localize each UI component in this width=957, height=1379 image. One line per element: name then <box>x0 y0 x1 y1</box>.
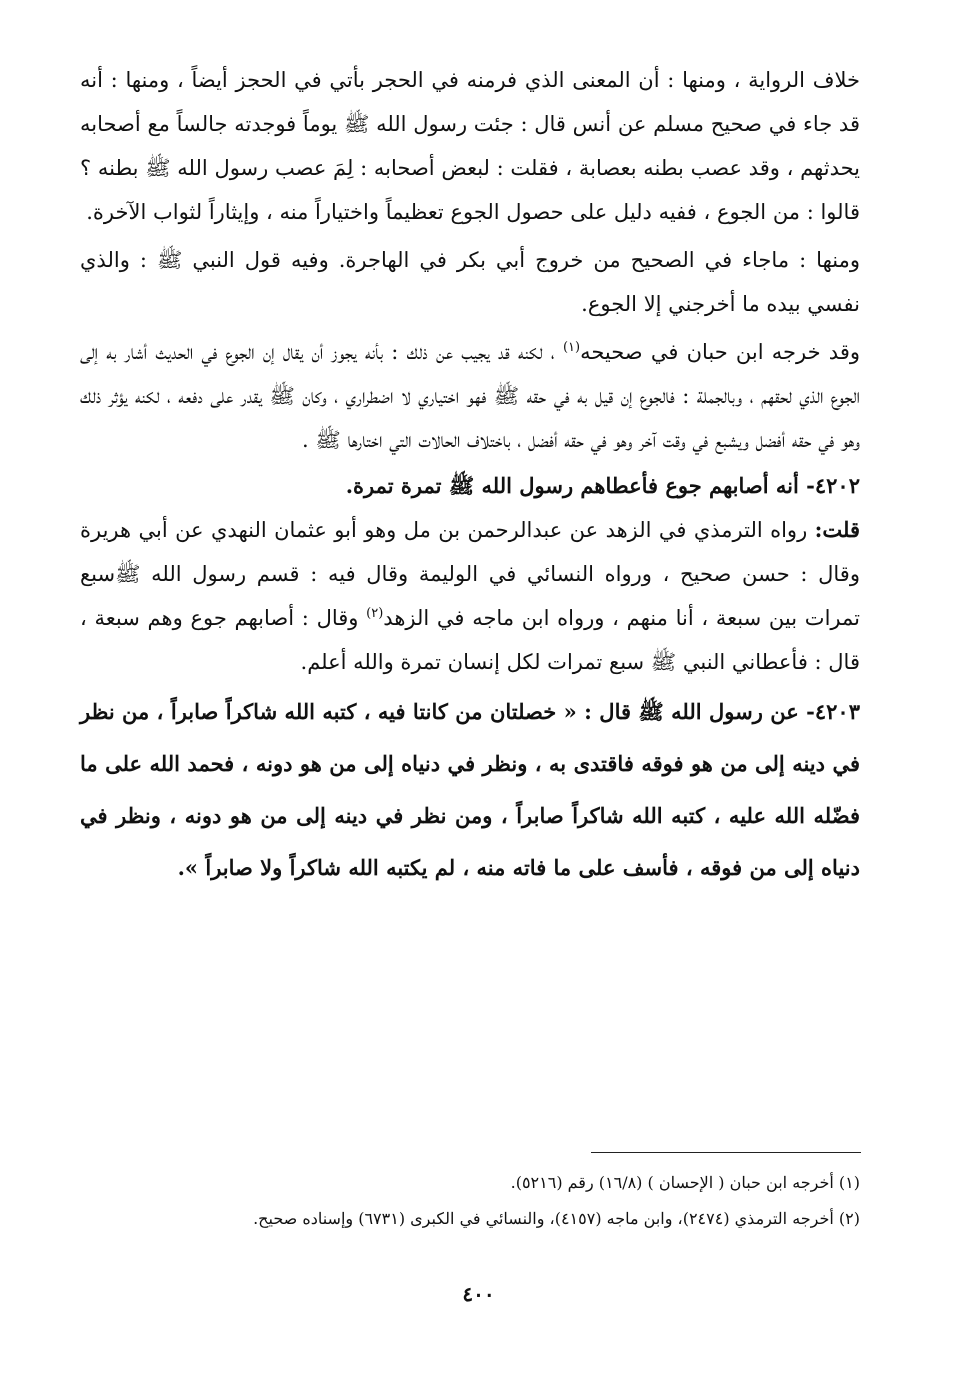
footnote-divider <box>591 1152 861 1153</box>
paragraph-2: ومنها : ماجاء في الصحيح من خروج أبي بكر في الهاجرة. وفيه قول النبي ﷺ : والذي نفسي بيده ما أخرجني إلا الجوع. <box>80 248 860 316</box>
paragraph-4-text-b: وقال : أصابهم جوع وهم سبعة ، قال : فأعطاني النبي ﷺ سبع تمرات لكل إنسان تمرة والله أعلم. <box>80 606 860 674</box>
hadith-heading-4202: ٤٢٠٢- أنه أصابهم جوع فأعطاهم رسول الله ﷺ تمرة تمرة. <box>345 473 860 498</box>
hadith-4203: ٤٢٠٣- عن رسول الله ﷺ قال : « خصلتان من كانتا فيه ، كتبه الله شاكراً صابراً ، من نظر في دينه إلى من هو فوقه فاقتدى به ، ونظر في دنياه إلى من هو دونه ، فحمد الله على ما فضّله الله عليه ، كتبه الله شاكراً صابراً ، ومن نظر في دينه إلى من هو دونه ، ونظر في دنياه إلى من فوقه ، فأسف على ما فاته منه ، لم يكتبه الله شاكراً ولا صابراً ». <box>80 699 860 880</box>
paragraph-3 <box>80 330 860 462</box>
footnote-ref-2[interactable]: (٢) <box>366 606 384 621</box>
footnote-2: (٢) أخرجه الترمذي (٢٤٧٤)، وابن ماجه (٤١٥٧)، والنسائي في الكبرى (٦٧٣١) وإسناده صحيح. <box>253 1209 860 1228</box>
paragraph-3-text-b: ، لكنه قد يجيب عن ذلك : بأنه يجوز أن يقال إن الجوع في الحديث أشار به إلى الجوع الذي لحقهم ، وبالجملة : فالجوع إن قيل به في حقه ﷺ فهو اختياري لا اضطراري ، وكان ﷺ يقدر على دفعه ، لكنه يؤثر ذلك وهو في حقه أفضل ويشبع في وقت آخر وهو في حقه أفضل ، باختلاف الحالات التي اختارها ﷺ . <box>80 340 860 452</box>
footnote-1: (١) أخرجه ابن حبان ( الإحسان ) (١٦/٨) رقم (٥٢١٦). <box>510 1173 860 1192</box>
paragraph-1: خلاف الرواية ، ومنها : أن المعنى الذي فرمنه في الحجر بأتي في الحجز أيضاً ، ومنها : أنه قد جاء في صحيح مسلم عن أنس قال : جئت رسول الله ﷺ يوماً فوجدته جالساً مع أصحابه يحدثهم ، وقد عصب بطنه بعصابة ، فقلت : لبعض أصحابه : لِمَ عصب رسول الله ﷺ بطنه ؟ قالوا : من الجوع ، ففيه دليل على حصول الجوع تعظيماً واختياراً منه ، وإيثاراً لثواب الآخرة. <box>80 68 860 224</box>
page-number: ٤٠٠ <box>462 1282 495 1306</box>
footnote-ref-1[interactable]: (١) <box>562 340 581 355</box>
page-body <box>80 58 860 894</box>
paragraph-4 <box>80 508 860 684</box>
paragraph-3-text-a: وقد خرجه ابن حبان في صحيحه <box>580 340 860 364</box>
paragraph-4-text-a: رواه الترمذي في الزهد عن عبدالرحمن بن مل وهو أبو عثمان النهدي عن أبي هريرة وقال : حسن صحيح ، ورواه النسائي في الوليمة وقال فيه : قسم رسول الله ﷺسبع تمرات بين سبعة ، أنا منهم ، ورواه ابن ماجه في الزهد <box>80 518 860 630</box>
footnotes <box>100 1165 860 1237</box>
qultu-label: قلت: <box>814 517 860 542</box>
